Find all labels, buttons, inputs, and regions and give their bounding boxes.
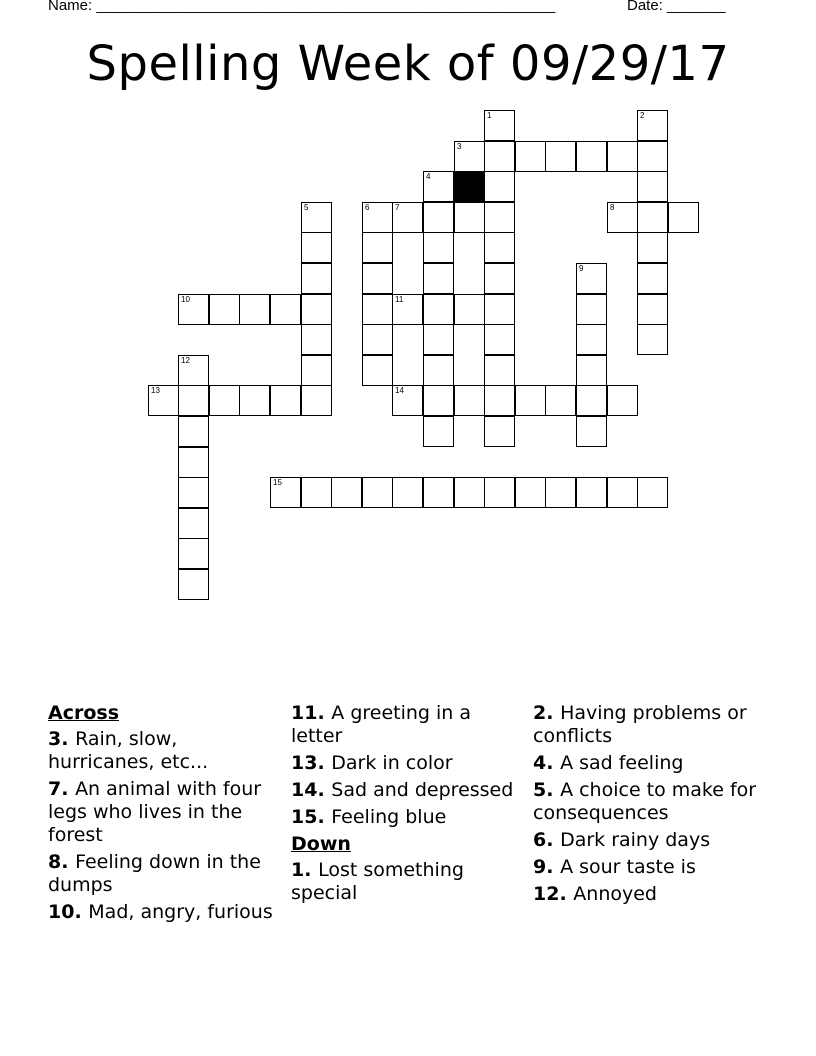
clue-number: 10. [48,901,89,923]
clue-number-label: 13 [151,386,160,395]
crossword-cell[interactable] [484,385,515,416]
clue-text: A sad feeling [560,752,684,774]
crossword-cell[interactable] [637,294,668,325]
crossword-cell[interactable] [239,294,270,325]
crossword-cell[interactable] [637,141,668,172]
crossword-cell[interactable] [484,202,515,233]
clue-number: 1. [291,859,319,881]
clue-number: 2. [533,702,561,724]
clue-item [291,752,523,775]
crossword-cell[interactable] [301,355,332,386]
clue-text: Having problems or conflicts [533,702,747,747]
crossword-cell[interactable] [637,171,668,202]
crossword-cell[interactable] [270,477,301,508]
clue-number-label: 15 [273,478,282,487]
crossword-cell[interactable] [423,416,454,447]
crossword-cell[interactable] [576,263,607,294]
clue-number: 12. [533,883,574,905]
crossword-cell[interactable] [454,202,485,233]
crossword-cell[interactable] [484,416,515,447]
crossword-cell[interactable] [607,141,638,172]
crossword-cell[interactable] [209,385,240,416]
crossword-cell[interactable] [301,263,332,294]
crossword-cell[interactable] [178,538,209,569]
crossword-cell[interactable] [576,324,607,355]
crossword-cell[interactable] [392,202,423,233]
clue-number: 5. [533,779,561,801]
crossword-cell[interactable] [239,385,270,416]
crossword-cell[interactable] [178,477,209,508]
clue-item [48,851,280,897]
crossword-cell[interactable] [362,232,393,263]
clue-text: Rain, slow, hurricanes, etc... [48,728,209,773]
down-clue-list [291,859,523,905]
clue-item [533,883,765,906]
clue-text: An animal with four legs who lives in the forest [48,778,262,846]
crossword-cell[interactable] [515,385,546,416]
crossword-cell[interactable] [270,385,301,416]
clue-number: 15. [291,806,332,828]
clue-item [291,779,523,802]
crossword-cell[interactable] [423,232,454,263]
crossword-cell[interactable] [454,385,485,416]
down-heading: Down [291,833,351,855]
clue-text: Mad, angry, furious [88,901,273,923]
crossword-cell[interactable] [301,294,332,325]
crossword-cell[interactable] [515,141,546,172]
crossword-cell[interactable] [423,385,454,416]
name-line: Name: _______________________________________________________ [48,0,556,14]
clue-item [291,859,523,905]
clue-text: A sour taste is [560,856,696,878]
crossword-cell[interactable] [484,294,515,325]
crossword-cell[interactable] [392,294,423,325]
crossword-cell[interactable] [178,416,209,447]
crossword-cell[interactable] [362,324,393,355]
crossword-cell[interactable] [545,477,576,508]
crossword-cell[interactable] [301,202,332,233]
crossword-cell[interactable] [362,355,393,386]
clue-item [48,728,280,774]
crossword-cell[interactable] [454,477,485,508]
crossword-cell[interactable] [362,294,393,325]
crossword-cell[interactable] [301,324,332,355]
crossword-cell[interactable] [423,324,454,355]
crossword-cell[interactable] [362,477,393,508]
clues-column-3 [533,702,765,910]
crossword-cell[interactable] [576,141,607,172]
crossword-cell[interactable] [178,447,209,478]
clue-item [533,702,765,748]
crossword-cell[interactable] [362,263,393,294]
clue-item [533,752,765,775]
clue-number-label: 12 [181,356,190,365]
clue-item [533,779,765,825]
crossword-cell[interactable] [484,171,515,202]
crossword-cell[interactable] [423,171,454,202]
clue-number-label: 6 [365,203,370,212]
crossword-cell[interactable] [484,263,515,294]
clue-item [48,901,280,924]
clue-number-label: 8 [610,203,615,212]
crossword-cell[interactable] [392,385,423,416]
crossword-cell[interactable] [576,355,607,386]
crossword-cell[interactable] [178,569,209,600]
crossword-cell[interactable] [423,477,454,508]
clue-text: A choice to make for consequences [533,779,757,824]
clue-number: 8. [48,851,76,873]
clue-text: Dark in color [331,752,453,774]
page-title: Spelling Week of 09/29/17 [86,36,730,92]
crossword-cell[interactable] [454,141,485,172]
crossword-cell[interactable] [484,355,515,386]
crossword-cell[interactable] [209,294,240,325]
clue-item [291,702,523,748]
crossword-cell[interactable] [301,385,332,416]
crossword-cell[interactable] [545,141,576,172]
down-clue-list-continued [533,702,765,906]
clue-number: 9. [533,856,561,878]
crossword-cell[interactable] [148,385,179,416]
clue-number: 11. [291,702,332,724]
crossword-cell[interactable] [637,232,668,263]
clue-number-label: 4 [426,172,431,181]
crossword-cell[interactable] [423,355,454,386]
date-line: Date: _______ [627,0,726,14]
clue-number-label: 9 [579,264,584,273]
crossword-cell[interactable] [484,141,515,172]
clue-number-label: 5 [304,203,309,212]
crossword-cell[interactable] [270,294,301,325]
clue-text: Feeling down in the dumps [48,851,261,896]
crossword-cell[interactable] [178,508,209,539]
crossword-cell[interactable] [637,324,668,355]
clue-item [48,778,280,847]
crossword-black-cell [454,171,485,202]
crossword-cell[interactable] [301,232,332,263]
crossword-cell[interactable] [576,416,607,447]
clues-column-2 [291,702,523,909]
crossword-cell[interactable] [423,263,454,294]
clue-number-label: 3 [457,142,462,151]
clue-number: 3. [48,728,76,750]
clue-number-label: 7 [395,203,400,212]
crossword-cell[interactable] [331,477,362,508]
crossword-cell[interactable] [484,110,515,141]
crossword-cell[interactable] [423,294,454,325]
crossword-cell[interactable] [484,324,515,355]
crossword-cell[interactable] [637,263,668,294]
crossword-cell[interactable] [668,202,699,233]
clue-item [533,856,765,879]
clue-text: A greeting in a letter [291,702,472,747]
crossword-cell[interactable] [454,294,485,325]
across-clue-list [48,728,280,924]
across-heading: Across [48,702,120,724]
crossword-cell[interactable] [178,355,209,386]
crossword-cell[interactable] [515,477,546,508]
crossword-cell[interactable] [392,477,423,508]
clue-text: Sad and depressed [331,779,514,801]
crossword-cell[interactable] [637,477,668,508]
crossword-cell[interactable] [362,202,393,233]
clue-number-label: 10 [181,295,190,304]
crossword-cell[interactable] [576,294,607,325]
clue-number-label: 2 [640,111,645,120]
crossword-cell[interactable] [423,202,454,233]
crossword-cell[interactable] [484,477,515,508]
clue-number-label: 1 [487,111,492,120]
crossword-cell[interactable] [301,477,332,508]
clue-item [291,806,523,829]
crossword-cell[interactable] [607,202,638,233]
clue-number: 13. [291,752,332,774]
clue-text: Lost something special [291,859,464,904]
crossword-cell[interactable] [637,110,668,141]
clues-column-1 [48,702,280,928]
crossword-cell[interactable] [178,385,209,416]
crossword-cell[interactable] [607,385,638,416]
crossword-cell[interactable] [484,232,515,263]
clue-number: 14. [291,779,332,801]
across-clue-list-continued [291,702,523,829]
crossword-cell[interactable] [545,385,576,416]
crossword-cell[interactable] [637,202,668,233]
crossword-cell[interactable] [576,477,607,508]
clue-text: Dark rainy days [560,829,711,851]
clue-number: 6. [533,829,561,851]
clue-item [533,829,765,852]
clue-text: Feeling blue [331,806,447,828]
crossword-cell[interactable] [607,477,638,508]
clue-number-label: 14 [395,386,404,395]
clue-number: 7. [48,778,76,800]
clue-number-label: 11 [395,295,404,304]
crossword-cell[interactable] [576,385,607,416]
crossword-cell[interactable] [178,294,209,325]
clue-number: 4. [533,752,561,774]
clue-text: Annoyed [573,883,657,905]
